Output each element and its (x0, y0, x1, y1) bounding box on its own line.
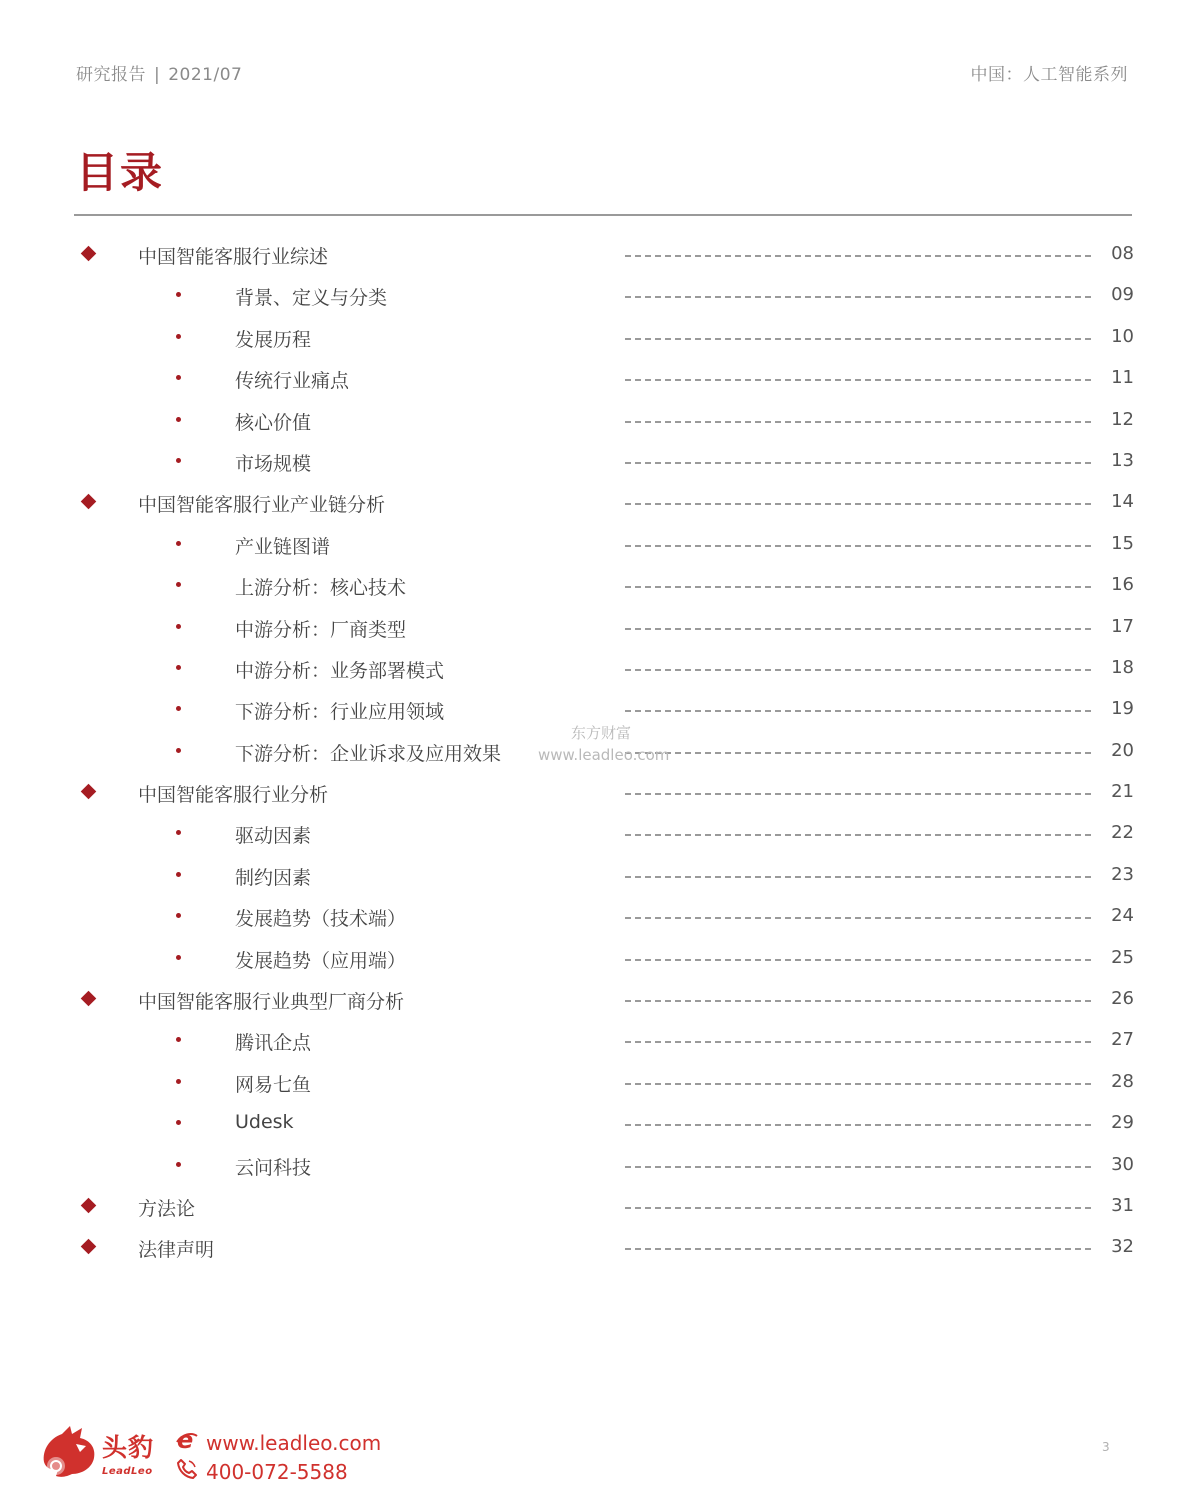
toc-page-number: 24 (1111, 905, 1134, 927)
toc-label: 驱动因素 (235, 825, 312, 848)
watermark-text: 东方财富 (570, 724, 631, 742)
phone-row (176, 1457, 381, 1486)
dot-bullet-icon (176, 541, 181, 546)
dot-bullet-icon (176, 1037, 181, 1042)
dot-leader (625, 462, 1091, 464)
dot-leader (625, 1207, 1091, 1209)
dot-bullet-icon (176, 624, 181, 629)
toc-page-number: 32 (1111, 1236, 1134, 1258)
dot-leader (625, 296, 1091, 298)
toc-page-number: 26 (1111, 988, 1134, 1010)
toc-subsection[interactable] (0, 607, 1200, 648)
toc-label: 法律声明 (138, 1239, 215, 1262)
dot-leader (625, 545, 1091, 547)
website-link[interactable]: www.leadleo.com (206, 1430, 382, 1455)
toc-label: 方法论 (138, 1197, 196, 1220)
dot-leader (625, 793, 1091, 795)
dot-bullet-icon (176, 292, 181, 297)
dot-bullet-icon (176, 830, 181, 835)
toc-label: 发展趋势（技术端） (235, 908, 407, 931)
dot-leader (625, 1083, 1091, 1085)
toc-label: 云问科技 (235, 1156, 312, 1179)
toc-label: 中国智能客服行业综述 (138, 246, 329, 268)
diamond-bullet-icon (81, 246, 97, 262)
toc-subsection[interactable] (0, 400, 1200, 441)
watermark-url: www.leadleo.com (538, 746, 670, 764)
dot-bullet-icon (176, 582, 181, 587)
toc-page-number: 13 (1111, 449, 1134, 471)
toc-subsection[interactable] (0, 358, 1200, 399)
toc-label: 网易七鱼 (235, 1073, 312, 1096)
brand-name (102, 1428, 154, 1477)
toc-label: 传统行业痛点 (235, 370, 350, 393)
dot-leader (625, 710, 1091, 712)
toc-page-number: 10 (1111, 325, 1134, 347)
toc-label: 制约因素 (235, 866, 312, 889)
toc-page-number: 20 (1111, 739, 1134, 761)
toc-subsection[interactable] (0, 896, 1200, 937)
dot-bullet-icon (176, 1162, 181, 1167)
toc-label: 产业链图谱 (235, 535, 331, 558)
diamond-bullet-icon (81, 494, 97, 510)
toc-subsection[interactable] (0, 648, 1200, 689)
brand-cn: 头豹 (102, 1433, 155, 1462)
toc-subsection[interactable] (0, 855, 1200, 896)
leadleo-logo-icon (40, 1424, 98, 1484)
toc-subsection[interactable] (0, 441, 1200, 482)
dot-bullet-icon (176, 872, 181, 877)
dot-bullet-icon (176, 706, 181, 711)
dot-leader (625, 834, 1091, 836)
web-e-icon (176, 1428, 200, 1457)
watermark (538, 722, 670, 766)
toc-page-number: 25 (1111, 946, 1134, 968)
dot-leader (625, 628, 1091, 630)
svg-text:e: e (177, 1428, 194, 1452)
dot-bullet-icon (176, 955, 181, 960)
dot-leader (625, 255, 1091, 257)
dot-leader (625, 338, 1091, 340)
toc-label: 下游分析：行业应用领域 (235, 701, 445, 724)
dot-leader (625, 669, 1091, 671)
toc-subsection[interactable] (0, 1020, 1200, 1061)
toc-label: 上游分析：核心技术 (235, 577, 407, 600)
diamond-bullet-icon (81, 1198, 97, 1214)
diamond-bullet-icon (81, 991, 97, 1007)
dot-leader (625, 1000, 1091, 1002)
report-date: 2021/07 (168, 65, 243, 85)
toc-section[interactable] (0, 234, 1200, 275)
toc-label: 中国智能客服行业典型厂商分析 (138, 991, 405, 1014)
toc-page-number: 09 (1111, 284, 1134, 306)
dot-leader (625, 379, 1091, 381)
toc-page-number: 21 (1111, 781, 1134, 803)
website-row (176, 1428, 381, 1457)
toc-page-number: 23 (1111, 863, 1134, 885)
toc-page-number: 22 (1111, 822, 1134, 844)
dot-bullet-icon (176, 1120, 181, 1125)
dot-bullet-icon (176, 748, 181, 753)
title-divider (74, 214, 1132, 216)
toc-label: 中游分析：业务部署模式 (235, 659, 445, 682)
dot-leader (625, 752, 1091, 754)
toc-subsection[interactable] (0, 565, 1200, 606)
report-header-left (76, 60, 242, 85)
toc-section[interactable] (0, 1227, 1200, 1268)
toc-page-number: 31 (1111, 1194, 1134, 1216)
toc-label: 市场规模 (235, 452, 312, 475)
toc-page-number: 08 (1111, 243, 1134, 264)
page-number: 3 (1102, 1440, 1110, 1454)
dot-leader (625, 503, 1091, 505)
toc-section[interactable] (0, 1186, 1200, 1227)
toc-page-number: 29 (1111, 1112, 1134, 1134)
toc-subsection[interactable] (0, 1062, 1200, 1103)
toc-label: 中国智能客服行业产业链分析 (138, 494, 386, 517)
toc-section[interactable] (0, 482, 1200, 523)
dot-bullet-icon (176, 458, 181, 463)
dot-bullet-icon (176, 665, 181, 670)
dot-bullet-icon (176, 417, 181, 422)
toc-page-number: 16 (1111, 574, 1134, 596)
toc-section[interactable] (0, 772, 1200, 813)
toc-label: 腾讯企点 (235, 1032, 312, 1055)
toc-subsection[interactable] (0, 813, 1200, 854)
toc-label: 发展历程 (235, 328, 312, 351)
toc-page-number: 30 (1111, 1153, 1134, 1175)
report-type: 研究报告 (76, 65, 146, 85)
dot-bullet-icon (176, 375, 181, 380)
dot-leader (625, 959, 1091, 961)
toc-label: 背景、定义与分类 (235, 287, 388, 310)
dot-leader (625, 1124, 1091, 1126)
toc-label: 核心价值 (235, 411, 312, 434)
phone-icon (176, 1458, 200, 1485)
toc-subsection[interactable] (0, 524, 1200, 565)
header-separator: | (154, 65, 161, 85)
toc-label: 发展趋势（应用端） (235, 949, 407, 972)
toc-subsection[interactable] (0, 1145, 1200, 1186)
toc-subsection[interactable] (0, 938, 1200, 979)
dot-leader (625, 917, 1091, 919)
toc-section[interactable] (0, 979, 1200, 1020)
toc-page-number: 11 (1111, 367, 1134, 389)
dot-leader (625, 876, 1091, 878)
dot-leader (625, 1041, 1091, 1043)
brand-en: LeadLeo (102, 1466, 153, 1477)
report-series: 中国：人工智能系列 (970, 65, 1128, 85)
dot-bullet-icon (176, 1079, 181, 1084)
diamond-bullet-icon (81, 784, 97, 800)
diamond-bullet-icon (81, 1239, 97, 1255)
toc-page-number: 27 (1111, 1029, 1134, 1051)
toc-page-number: 19 (1111, 698, 1134, 720)
toc-subsection[interactable] (0, 1103, 1200, 1144)
toc-label: 下游分析：企业诉求及应用效果 (235, 742, 502, 765)
phone-number[interactable]: 400-072-5588 (206, 1459, 348, 1484)
toc-page-number: 17 (1111, 615, 1134, 637)
toc-label: Udesk (235, 1111, 294, 1134)
toc-page-number: 14 (1111, 491, 1134, 513)
dot-leader (625, 1166, 1091, 1168)
toc-subsection[interactable] (0, 317, 1200, 358)
toc-label: 中国智能客服行业分析 (138, 784, 329, 807)
toc-subsection[interactable] (0, 275, 1200, 316)
dot-bullet-icon (176, 334, 181, 339)
dot-leader (625, 421, 1091, 423)
toc-page-number: 18 (1111, 656, 1134, 678)
dot-bullet-icon (176, 913, 181, 918)
toc-label: 中游分析：厂商类型 (235, 618, 407, 641)
toc-page-number: 28 (1111, 1070, 1134, 1092)
toc-page-number: 15 (1111, 532, 1134, 554)
dot-leader (625, 586, 1091, 588)
page-title: 目录 (76, 148, 165, 197)
toc-page-number: 12 (1111, 408, 1134, 430)
dot-leader (625, 1248, 1091, 1250)
contact-info (176, 1428, 381, 1486)
